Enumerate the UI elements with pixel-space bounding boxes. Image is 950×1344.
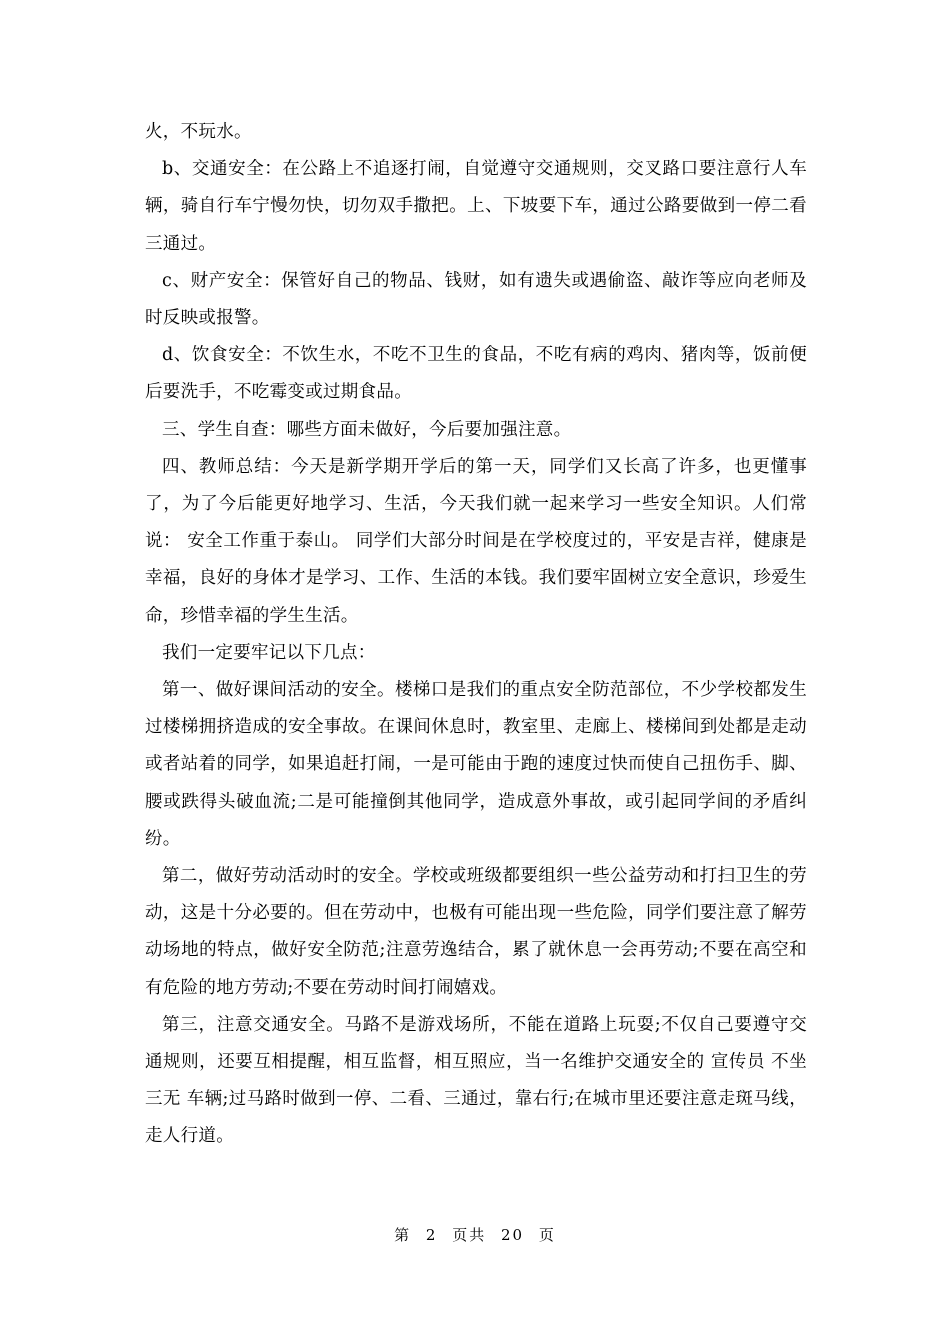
paragraph: 四、教师总结：今天是新学期开学后的第一天，同学们又长高了许多，也更懂事了，为了今后能更好地学习、生活，今天我们就一起来学习一些安全知识。人们常说： 安全工作重于泰山。 同学们大部分时间是在学校度过的，平安是吉祥，健康是幸福，良好的身体才是学习、工作、生活的本钱。我们要牢固树立安全意识，珍爱生命，珍惜幸福的学生生活。 [145, 456, 807, 626]
paragraph: 第一、做好课间活动的安全。楼梯口是我们的重点安全防范部位，不少学校都发生过楼梯拥挤造成的安全事故。在课间休息时，教室里、走廊上、楼梯间到处都是走动或者站着的同学，如果追赶打闹，一是可能由于跑的速度过快而使自己扭伤手、脚、腰或跌得头破血流;二是可能撞倒其他同学，造成意外事故，或引起同学间的矛盾纠纷。 [145, 680, 807, 849]
footer-current-page: 2 [425, 1226, 438, 1244]
paragraph: c、财产安全：保管好自己的物品、钱财，如有遗失或遇偷盗、敲诈等应向老师及时反映或报警。 [145, 270, 807, 329]
paragraph: 第三，注意交通安全。马路不是游戏场所，不能在道路上玩耍;不仅自己要遵守交通规则，还要互相提醒，相互监督，相互照应，当一名维护交通安全的 宣传员 不坐 三无 车辆;过马路时做到一停、二看、三通过，靠右行;在城市里还要注意走斑马线，走人行道。 [145, 1014, 807, 1147]
footer-label-of: 页共 [452, 1226, 487, 1244]
footer-label-page-end: 页 [538, 1226, 556, 1244]
paragraph: b、交通安全：在公路上不追逐打闹，自觉遵守交通规则，交叉路口要注意行人车辆，骑自行车宁慢勿快，切勿双手撒把。上、下坡要下车，通过公路要做到一停二看三通过。 [145, 159, 807, 254]
paragraph: d、饮食安全：不饮生水，不吃不卫生的食品，不吃有病的鸡肉、猪肉等，饭前便后要洗手，不吃霉变或过期食品。 [145, 345, 807, 403]
paragraph: 火，不玩水。 [145, 122, 252, 142]
paragraph: 三、学生自查：哪些方面未做好，今后要加强注意。 [162, 419, 572, 440]
paragraph: 我们一定要牢记以下几点： [162, 642, 376, 663]
footer-label-page: 第 [394, 1226, 412, 1244]
footer-total-pages: 20 [501, 1226, 525, 1244]
paragraph: 第二，做好劳动活动时的安全。学校或班级都要组织一些公益劳动和打扫卫生的劳动，这是十分必要的。但在劳动中，也极有可能出现一些危险，同学们要注意了解劳动场地的特点，做好安全防范;注意劳逸结合，累了就休息一会再劳动;不要在高空和有危险的地方劳动;不要在劳动时间打闹嬉戏。 [145, 866, 807, 998]
document-body [145, 114, 807, 1156]
page-footer [0, 1224, 950, 1245]
